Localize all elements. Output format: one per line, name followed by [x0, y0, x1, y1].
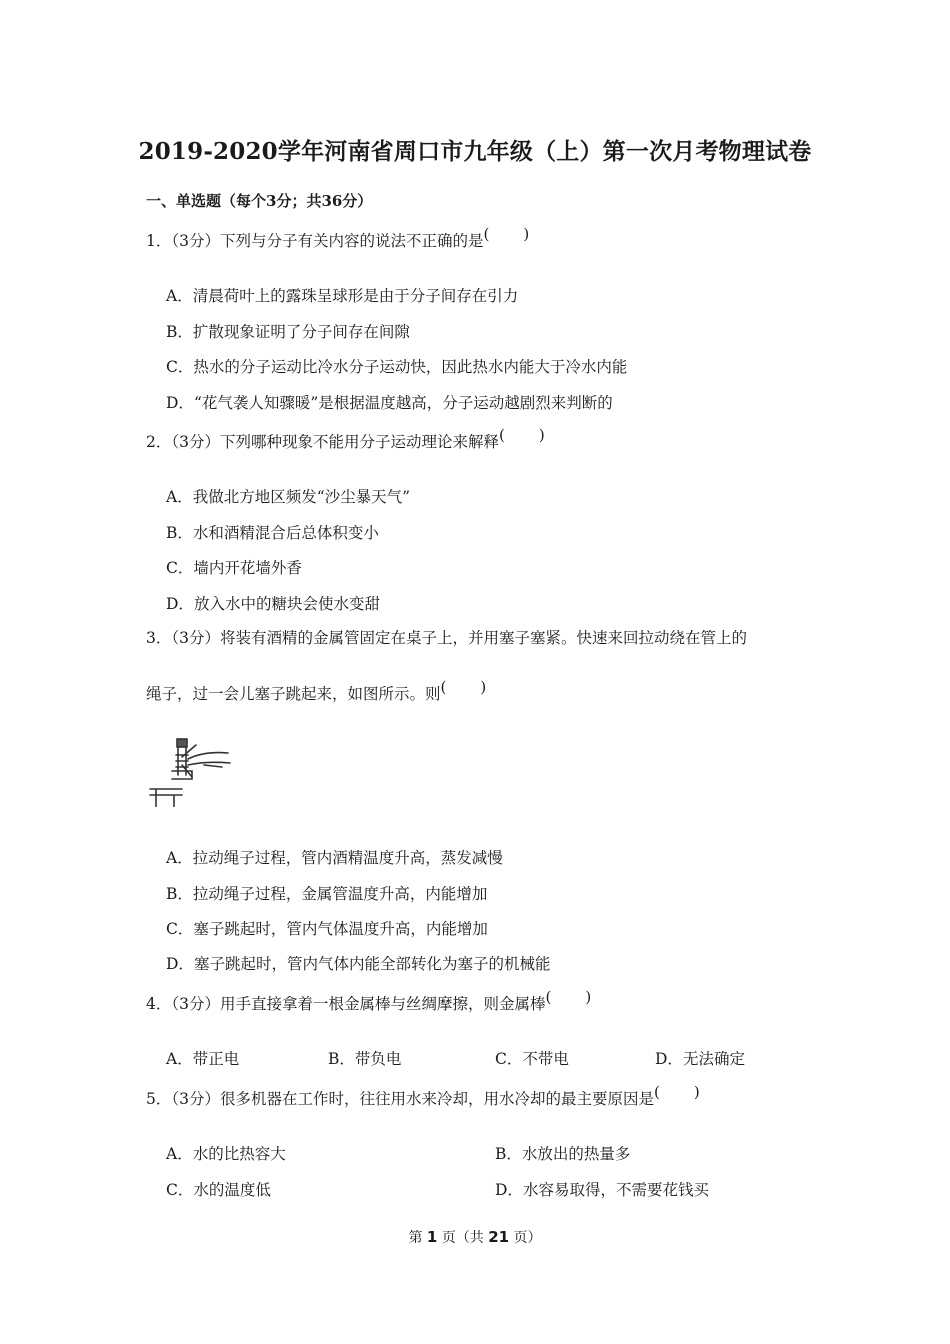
question-3-stem-line2: 绳子，过一会儿塞子跳起来，如图所示。则( ): [146, 678, 487, 703]
question-4-option-b: B．带负电: [328, 1050, 402, 1068]
rope-icon: [188, 753, 228, 759]
answer-blank: ( ): [483, 225, 530, 243]
question-2-stem: 2．（3分）下列哪种现象不能用分子运动理论来解释( ): [146, 426, 545, 451]
metal-tube-figure: [146, 735, 236, 807]
question-1-option-c: C．热水的分子运动比冷水分子运动快，因此热水内能大于冷水内能: [166, 358, 628, 376]
question-1-option-d: D．“花气袭人知骤暖”是根据温度越高，分子运动越剧烈来判断的: [166, 394, 613, 412]
question-1-stem: 1．（3分）下列与分子有关内容的说法不正确的是( ): [146, 225, 530, 250]
question-2-option-b: B．水和酒精混合后总体积变小: [166, 524, 379, 542]
answer-blank: ( ): [545, 988, 592, 1006]
question-5-option-c: C．水的温度低: [166, 1181, 271, 1199]
question-3-option-c: C．塞子跳起时，管内气体温度升高，内能增加: [166, 920, 488, 938]
question-5-option-d: D．水容易取得，不需要花钱买: [495, 1181, 709, 1199]
question-4-option-c: C．不带电: [495, 1050, 569, 1068]
question-4-option-d: D．无法确定: [655, 1050, 745, 1068]
answer-blank: ( ): [499, 426, 545, 444]
page-footer: 第 1 页（共 21 页）: [408, 1228, 542, 1246]
question-2-option-a: A．我做北方地区频发“沙尘暴天气”: [166, 488, 411, 506]
question-3-option-d: D．塞子跳起时，管内气体内能全部转化为塞子的机械能: [166, 955, 551, 973]
current-page-number: 1: [426, 1228, 438, 1246]
question-3-option-a: A．拉动绳子过程，管内酒精温度升高，蒸发减慢: [166, 849, 503, 867]
page-title: 2019-2020学年河南省周口市九年级（上）第一次月考物理试卷: [138, 138, 812, 165]
question-2-option-d: D．放入水中的糖块会使水变甜: [166, 595, 380, 613]
answer-blank: ( ): [440, 678, 487, 696]
question-5-option-b: B．水放出的热量多: [495, 1145, 631, 1163]
question-2-option-c: C．墙内开花墙外香: [166, 559, 302, 577]
section-heading: 一、单选题（每个3分；共36分）: [146, 192, 373, 210]
total-pages: 21: [488, 1228, 510, 1246]
question-3-option-b: B．拉动绳子过程，金属管温度升高，内能增加: [166, 885, 488, 903]
question-4-stem: 4．（3分）用手直接拿着一根金属棒与丝绸摩擦，则金属棒( ): [146, 988, 592, 1013]
question-5-stem: 5．（3分）很多机器在工作时，往往用水来冷却，用水冷却的最主要原因是( ): [146, 1083, 700, 1108]
question-5-option-a: A．水的比热容大: [166, 1145, 286, 1163]
answer-blank: ( ): [654, 1083, 700, 1101]
question-1-option-a: A．清晨荷叶上的露珠呈球形是由于分子间存在引力: [166, 287, 519, 305]
table-icon: [150, 789, 182, 807]
stopper-icon: [177, 739, 187, 747]
question-4-option-a: A．带正电: [166, 1050, 240, 1068]
question-3-stem-line1: 3．（3分）将装有酒精的金属管固定在桌子上，并用塞子塞紧。快速来回拉动绕在管上的: [146, 629, 748, 647]
question-1-option-b: B．扩散现象证明了分子间存在间隙: [166, 323, 410, 341]
